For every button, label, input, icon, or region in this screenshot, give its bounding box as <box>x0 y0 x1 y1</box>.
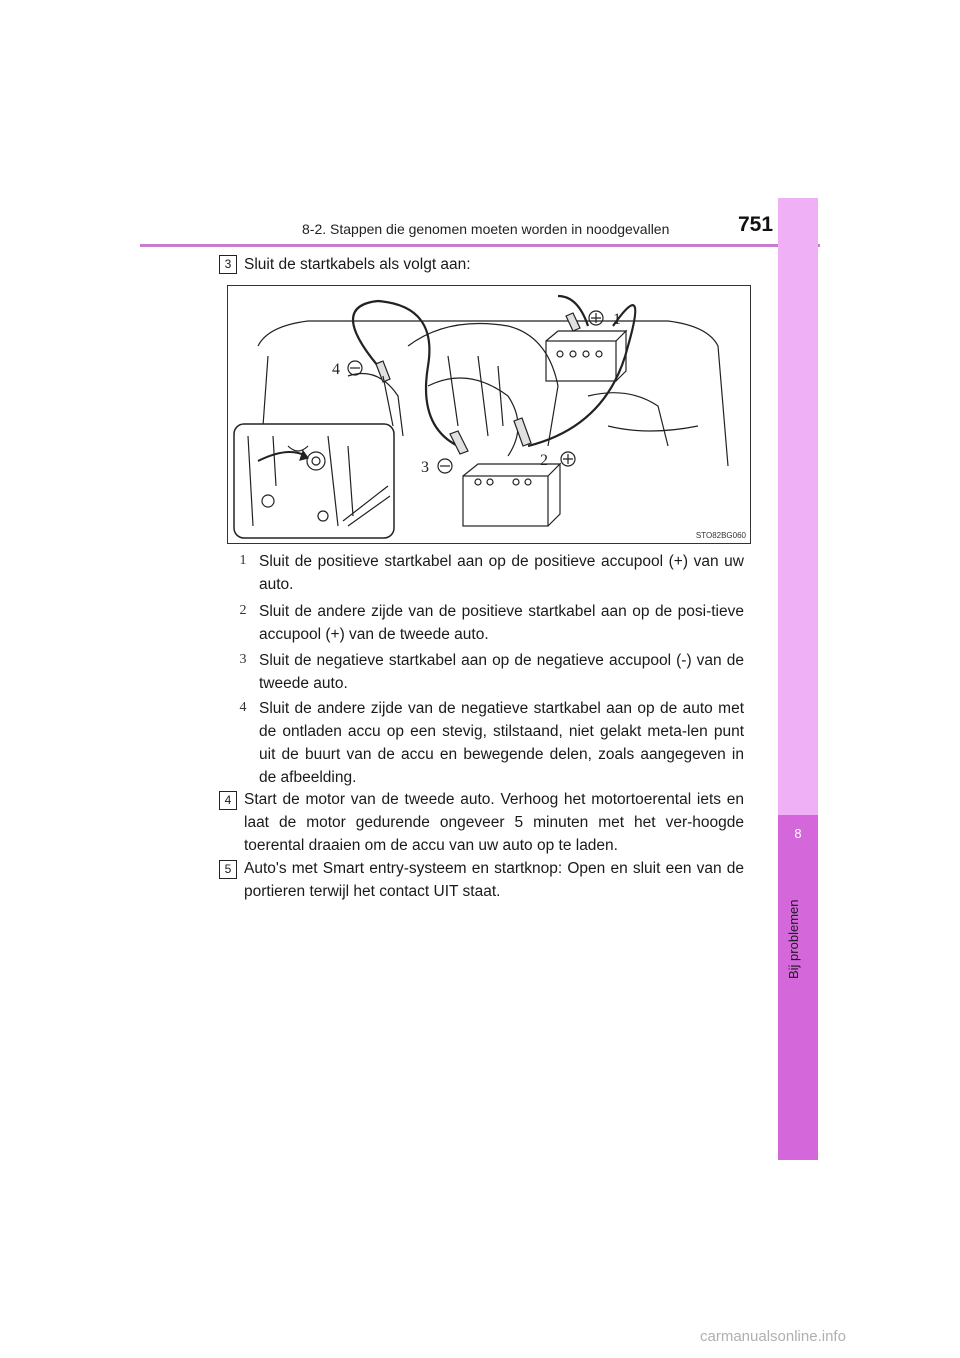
substep-text: Sluit de andere zijde van de negatieve startkabel aan op de auto met de ontladen accu op een stevig, stilstaand, niet gelakt meta-len punt uit de buurt van de accu en bewegende delen, zoals aangegeven in de afbeelding. <box>259 700 744 786</box>
substep-number: 1 <box>239 553 247 568</box>
callout-2: 2 <box>540 452 548 469</box>
chapter-number: 8 <box>794 826 802 841</box>
substep-number: 3 <box>239 652 247 667</box>
step-number-box: 5 <box>219 860 237 879</box>
step-text: Auto's met Smart entry-systeem en startknop: Open en sluit een van de portieren terwijl het contact UIT staat. <box>244 860 744 900</box>
watermark: carmanualsonline.info <box>700 1328 846 1345</box>
callout-4: 4 <box>332 361 340 378</box>
figure-code: STO82BG060 <box>695 531 746 540</box>
substep-text: Sluit de negatieve startkabel aan op de negatieve accupool (-) van de tweede auto. <box>259 652 744 692</box>
chapter-label: Bij problemen <box>786 900 801 980</box>
step-number-box: 3 <box>219 255 237 274</box>
step-text: Sluit de startkabels als volgt aan: <box>244 256 471 273</box>
engine-bay-drawing <box>228 286 750 543</box>
step-text: Start de motor van de tweede auto. Verhoog het motortoerental iets en laat de motor gedurende ongeveer 5 minuten met het ver-hoogde toerental draaien om de accu van uw auto op te laden. <box>244 791 744 854</box>
step-number-box: 4 <box>219 791 237 810</box>
page-number: 751 <box>738 213 774 236</box>
callout-1: 1 <box>613 311 621 328</box>
callout-3: 3 <box>421 459 429 476</box>
substep-number: 4 <box>239 700 247 715</box>
section-title: 8-2. Stappen die genomen moeten worden in noodgevallen <box>302 221 670 237</box>
substep-number: 2 <box>239 603 247 618</box>
header-divider <box>140 244 820 247</box>
jump-start-illustration <box>227 285 751 544</box>
substep-text: Sluit de andere zijde van de positieve startkabel aan op de posi-tieve accupool (+) van de tweede auto. <box>259 603 744 643</box>
substep-text: Sluit de positieve startkabel aan op de positieve accupool (+) van uw auto. <box>259 553 744 593</box>
